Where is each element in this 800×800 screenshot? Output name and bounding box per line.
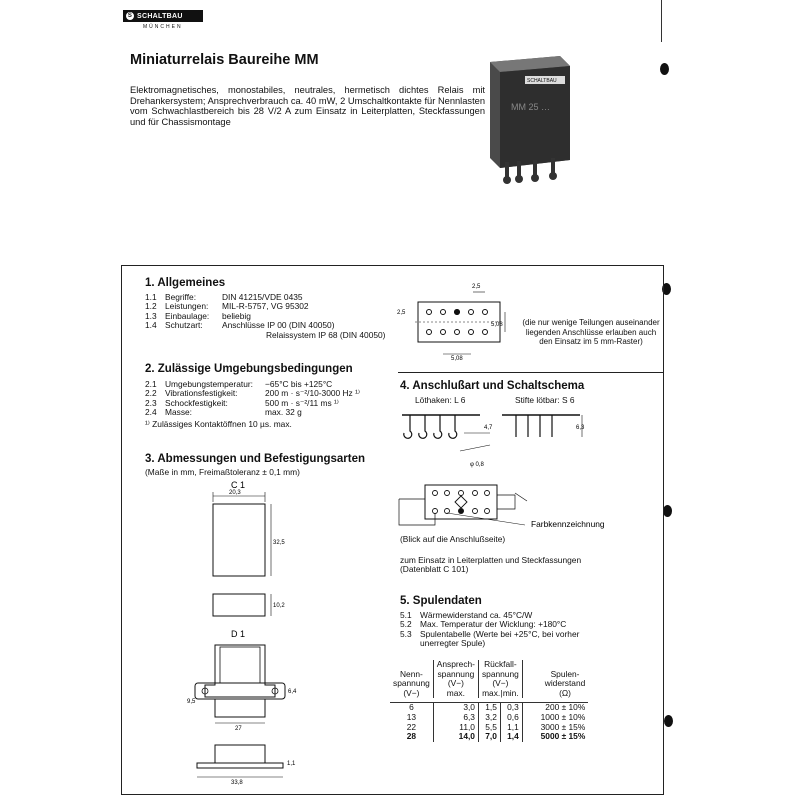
section-divider bbox=[398, 372, 664, 373]
svg-text:27: 27 bbox=[235, 726, 242, 732]
section-2-list: 2.1 Umgebungstemperatur: −65°C bis +125°C 2.2 Vibrationsfestigkeit: 200 m · s⁻²/10-3000 Hz ¹⁾ 2.3 Schockfestigkeit: 500 m · s⁻²/11 ms ¹⁾ 2.4 Masse: max. 32 g ¹⁾ Zulässiges Kontaktöffnen 10 µs. max. bbox=[145, 379, 360, 429]
table-row: 6 3,0 1,5 0,3 200 ± 10% bbox=[390, 703, 588, 713]
col-rueckfall: Rückfall- spannung (V−) max. | min. bbox=[478, 660, 522, 698]
section-3-heading: 3. Abmessungen und Befestigungsarten bbox=[145, 453, 366, 465]
page-title: Miniaturrelais Baureihe MM bbox=[130, 52, 319, 68]
margin-line bbox=[661, 0, 662, 42]
svg-text:φ 0,8: φ 0,8 bbox=[470, 462, 484, 468]
dimension-drawing-d1 bbox=[185, 625, 305, 785]
col-nenn: Nenn- spannung (V−) bbox=[393, 668, 430, 698]
coil-table bbox=[390, 660, 588, 742]
col-ansprech: Ansprech- spannung (V−) max. bbox=[433, 660, 478, 698]
section-3-subtitle: (Maße in mm, Freimaßtoleranz ± 0,1 mm) bbox=[145, 467, 300, 477]
svg-text:4,7: 4,7 bbox=[484, 425, 493, 431]
punch-hole bbox=[664, 715, 673, 727]
section-4-heading: 4. Anschlußart und Schaltschema bbox=[400, 380, 585, 392]
svg-text:32,5: 32,5 bbox=[273, 540, 285, 546]
svg-text:20,3: 20,3 bbox=[229, 490, 241, 496]
section-2-heading: 2. Zulässige Umgebungsbedingungen bbox=[145, 363, 353, 375]
logo-mark-icon: S bbox=[127, 13, 133, 19]
svg-text:2,5: 2,5 bbox=[397, 310, 406, 316]
svg-text:2,5: 2,5 bbox=[472, 284, 481, 290]
dimension-drawing-c1 bbox=[195, 478, 295, 618]
section-1-heading: 1. Allgemeines bbox=[145, 277, 226, 289]
table-row: 13 6,3 3,2 0,6 1000 ± 10% bbox=[390, 713, 588, 723]
relay-photo bbox=[485, 50, 575, 190]
svg-text:D 1: D 1 bbox=[231, 629, 246, 639]
section-5-list: 5.1 Wärmewiderstand ca. 45°C/W 5.2 Max. Temperatur der Wicklung: +180°C 5.3 Spulentabelle (Werte bei +25°C, bei vorher unerregter Spule) bbox=[400, 610, 580, 649]
svg-text:1,1: 1,1 bbox=[287, 761, 296, 767]
svg-text:5,08: 5,08 bbox=[491, 322, 503, 328]
pinout-note: (die nur wenige Teilungen auseinander liegenden Anschlüsse erlauben auch den Einsatz im 5 mm-Raster) bbox=[522, 318, 660, 347]
svg-text:9,5: 9,5 bbox=[187, 699, 196, 705]
svg-text:SCHALTBAU: SCHALTBAU bbox=[527, 78, 557, 84]
svg-text:C 1: C 1 bbox=[231, 480, 246, 490]
svg-text:MM 25 …: MM 25 … bbox=[511, 102, 551, 112]
terminal-type-stifte: Stifte lötbar: S 6 bbox=[515, 395, 575, 405]
mounting-note: zum Einsatz in Leiterplatten und Steckfassungen (Datenblatt C 101) bbox=[400, 555, 582, 575]
svg-text:33,8: 33,8 bbox=[231, 780, 243, 785]
intro-text: Elektromagnetisches, monostabiles, neutrales, hermetisch dichtes Relais mit Drehankersystem; Ansprechverbrauch ca. 40 mW, 2 Umschaltkontakte für Nennlasten vom Schwachlastbereich bis 28 V/2 A zum Einsatz in Leiterplatten, Steckfassungen und für Chassismontage bbox=[130, 85, 485, 127]
punch-hole bbox=[663, 505, 672, 517]
pinout-footprint bbox=[395, 280, 515, 362]
punch-hole bbox=[660, 63, 669, 75]
svg-text:6,4: 6,4 bbox=[288, 689, 297, 695]
table-row: 28 14,0 7,0 1,4 5000 ± 15% bbox=[390, 732, 588, 742]
connection-view-note: (Blick auf die Anschlußseite) bbox=[400, 534, 506, 544]
circuit-schematic bbox=[395, 475, 630, 535]
svg-text:10,2: 10,2 bbox=[273, 603, 285, 609]
section-5-heading: 5. Spulendaten bbox=[400, 595, 482, 607]
table-row: 22 11,0 5,5 1,1 3000 ± 15% bbox=[390, 723, 588, 733]
terminal-type-loethaken: Löthaken: L 6 bbox=[415, 395, 466, 405]
svg-text:Farbkennzeichnung: Farbkennzeichnung bbox=[531, 519, 605, 529]
section-1-list: 1.1 Begriffe: DIN 41215/VDE 0435 1.2 Leistungen: MIL-R-5757, VG 95302 1.3 Einbaulage: beliebig 1.4 Schutzart: Anschlüsse IP 00 (DIN 40050) Relaissystem IP 68 (DIN 40050) bbox=[145, 292, 386, 340]
brand-city: MÜNCHEN bbox=[143, 24, 183, 30]
svg-text:5,08: 5,08 bbox=[451, 356, 463, 362]
svg-text:6,3: 6,3 bbox=[576, 425, 585, 431]
col-widerstand: Spulen- widerstand (Ω) bbox=[522, 660, 588, 698]
brand-logo: S SCHALTBAU bbox=[123, 10, 203, 22]
terminal-drawings bbox=[400, 405, 600, 475]
